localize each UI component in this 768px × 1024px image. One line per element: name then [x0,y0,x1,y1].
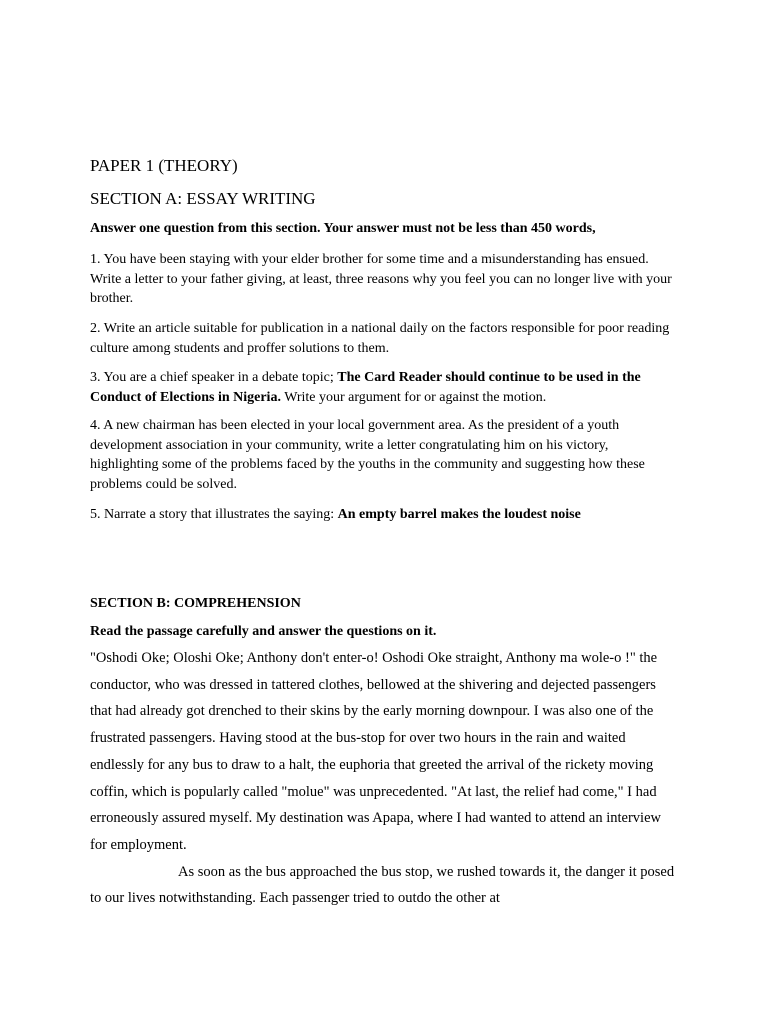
passage-paragraph-1: "Oshodi Oke; Oloshi Oke; Anthony don't enter-o! Oshodi Oke straight, Anthony ma wole-o !" the conductor, who was dressed in tattered clothes, bellowed at the shivering and dejected passengers that had already got drenched to their skins by the early morning downpour. I was also one of the frustrated passengers. Having stood at the bus-stop for over two hours in the rain and waited endlessly for any bus to draw to a halt, the euphoria that greeted the arrival of the rickety moving coffin, which is popularly called "molue" was unprecedented. "At last, the relief had come," I had erroneously assured myself. My destination was Apapa, where I had wanted to attend an interview for employment. [90,650,661,853]
question-1: 1. You have been staying with your elder brother for some time and a misunderstanding has ensued. Write a letter to your father giving, at least, three reasons why you feel you can no longer live with your brother. [90,252,672,306]
question-3-motion: The Card Reader should continue to be used in the Conduct of Elections in Nigeria. [90,370,641,405]
passage-paragraph-2: As soon as the bus approached the bus stop, we rushed towards it, the danger it posed to our lives notwithstanding. Each passenger tried to outdo the other at [90,863,675,907]
section-b-instruction: Read the passage carefully and answer the questions on it. [90,624,437,639]
question-3 [90,368,680,407]
question-3-intro: 3. You are a chief speaker in a debate topic; [90,370,338,385]
comprehension-passage [90,645,680,912]
question-3-instruction: Write your argument for or against the motion. [280,389,547,405]
question-5 [90,505,680,525]
section-a-title: SECTION A: ESSAY WRITING [90,189,316,208]
question-5-intro: 5. Narrate a story that illustrates the saying: [90,507,338,522]
section-a-instruction: Answer one question from this section. Your answer must not be less than 450 words, [90,221,596,236]
section-b-title: SECTION B: COMPREHENSION [90,596,301,611]
paper-title: PAPER 1 (THEORY) [90,156,238,175]
question-5-saying: An empty barrel makes the loudest noise [337,507,581,522]
question-4: 4. A new chairman has been elected in your local government area. As the president of a youth development association in your community, write a letter congratulating him on his victory, highlighting some of the problems faced by the youths in the community and suggesting how these problems could be solved. [90,418,645,492]
question-2: 2. Write an article suitable for publication in a national daily on the factors responsible for poor reading culture among students and proffer solutions to them. [90,321,670,356]
